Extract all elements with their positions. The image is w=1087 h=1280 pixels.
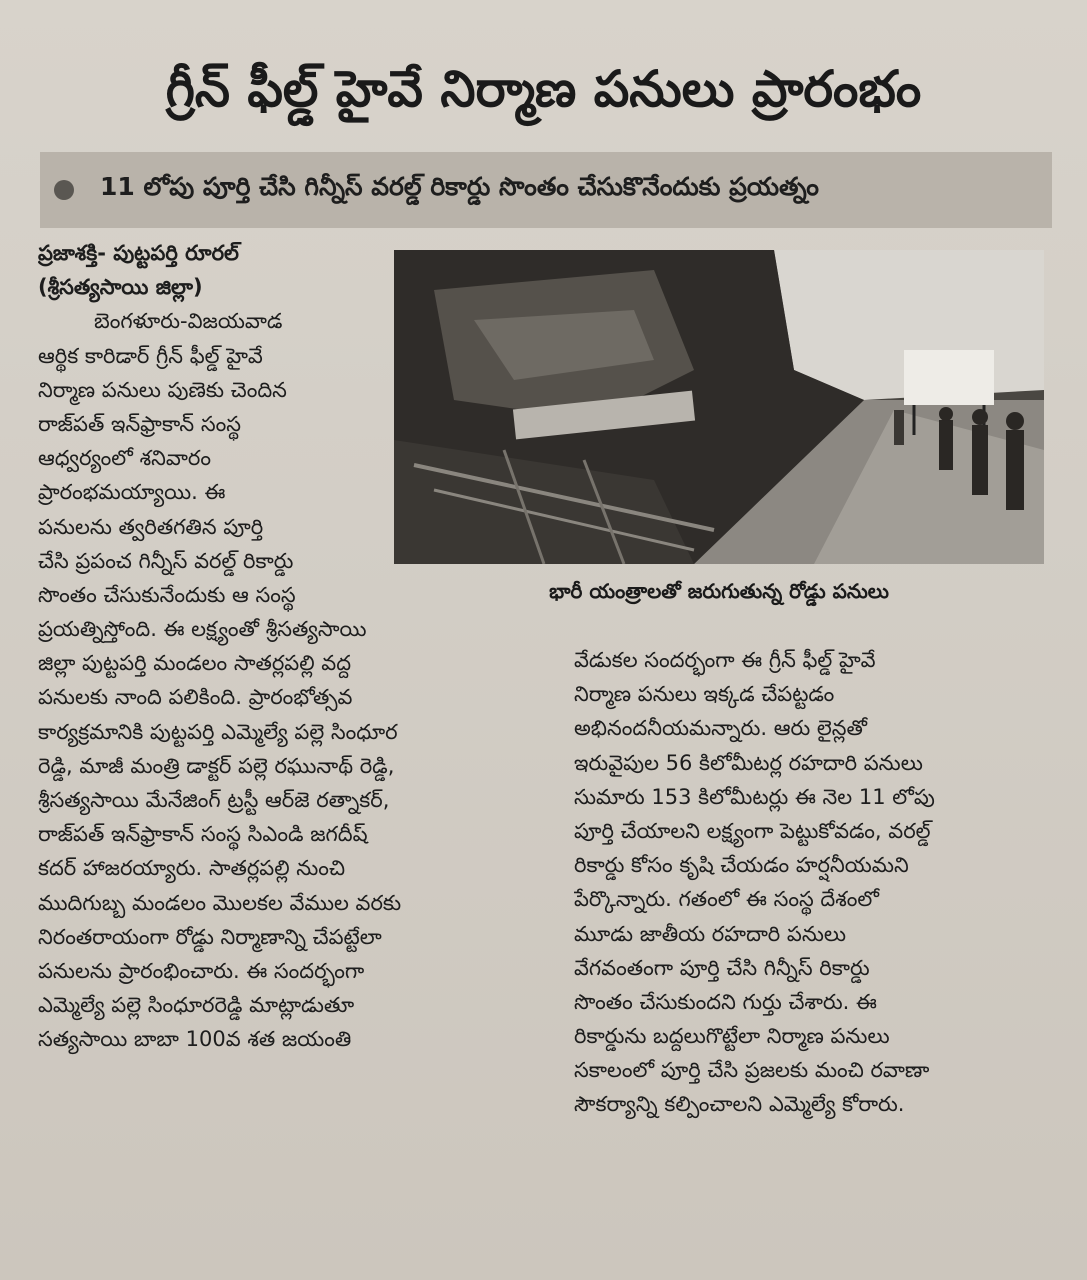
text-line: కార్యక్రమానికి పుట్టపర్తి ఎమ్మెల్యే పల్లె సింధూర — [38, 719, 398, 744]
photo-caption: భారీ యంత్రాలతో జరుగుతున్న రోడ్డు పనులు — [549, 578, 889, 603]
text-line: సౌకర్యాన్ని కల్పించాలని ఎమ్మెల్యే కోరారు. — [574, 1092, 905, 1117]
text-line: సొంతం చేసుకునేందుకు ఆ సంస్థ — [38, 582, 296, 607]
text-line: అభినందనీయమన్నారు. ఆరు లైన్లతో — [574, 716, 868, 741]
text-line: శ్రీసత్యసాయి మేనేజింగ్ ట్రస్టీ ఆర్‌జె రత్నాకర్, — [38, 788, 390, 812]
text-line: ఇరువైపుల 56 కిలోమీటర్ల రహదారి పనులు — [574, 750, 923, 775]
article-column-right — [574, 643, 1052, 1122]
text-line: కదర్ హాజరయ్యారు. సాతర్లపల్లి నుంచి — [38, 856, 346, 881]
text-line: సొంతం చేసుకుందని గుర్తు చేశారు. ఈ — [574, 989, 877, 1014]
text-line: జిల్లా పుట్టపర్తి మండలం సాతర్లపల్లి వద్ద — [38, 651, 352, 676]
text-line: ఆధ్వర్యంలో శనివారం — [38, 446, 211, 471]
text-line: రెడ్డి, మాజీ మంత్రి డాక్టర్ పల్లె రఘునాథ్ రెడ్డి, — [38, 753, 395, 778]
text-line: వేడుకల సందర్భంగా ఈ గ్రీన్ ఫీల్డ్ హైవే — [574, 648, 876, 672]
text-line: నిర్మాణ పనులు ఇక్కడ చేపట్టడం — [574, 682, 835, 707]
text-line: బెంగళూరు-విజయవాడ — [94, 309, 283, 334]
text-line: రికార్డును బద్దలుగొట్టేలా నిర్మాణ పనులు — [574, 1024, 890, 1049]
text-line: పనులకు నాంది పలికింది. ప్రారంభోత్సవ — [38, 685, 353, 710]
road-works-photo-image — [394, 250, 1044, 564]
text-line: పనులను త్వరితగతిన పూర్తి — [38, 514, 264, 539]
subheadline-band — [40, 152, 1052, 228]
text-line: ప్రయత్నిస్తోంది. ఈ లక్ష్యంతో శ్రీసత్యసాయి — [38, 617, 367, 642]
text-line: పూర్తి చేయాలని లక్ష్యంగా పెట్టుకోవడం, వరల్డ్ — [574, 818, 931, 843]
text-line: రికార్డు కోసం కృషి చేయడం హర్షనీయమని — [574, 853, 909, 878]
text-line: నిర్మాణ పనులు పుణెకు చెందిన — [38, 377, 287, 402]
text-line: సుమారు 153 కిలోమీటర్లు ఈ నెల 11 లోపు — [574, 784, 935, 809]
text-line: ఆర్థిక కారిడార్ గ్రీన్ ఫీల్డ్ హైవే — [38, 343, 263, 368]
dateline: ప్రజాశక్తి- పుట్టపర్తి రూరల్ — [38, 241, 239, 265]
text-line: రాజ్‌పత్ ఇన్‌ఫ్రాకాన్ సంస్థ — [38, 411, 241, 436]
text-line: సకాలంలో పూర్తి చేసి ప్రజలకు మంచి రవాణా — [574, 1058, 930, 1083]
text-line: వేగవంతంగా పూర్తి చేసి గిన్నీస్ రికార్డు — [574, 955, 870, 980]
text-line: ప్రారంభమయ్యాయి. ఈ — [38, 480, 226, 505]
text-line: మూడు జాతీయ రహదారి పనులు — [574, 921, 847, 946]
text-line: పనులను ప్రారంభించారు. ఈ సందర్భంగా — [38, 958, 365, 983]
dateline-district: (శ్రీసత్యసాయి జిల్లా) — [38, 275, 203, 300]
construction-photo — [394, 250, 1044, 564]
headline: గ్రీన్ ఫీల్డ్ హైవే నిర్మాణ పనులు ప్రారంభం — [165, 59, 922, 118]
text-line: రాజ్‌పత్ ఇన్‌ఫ్రాకాన్ సంస్థ సిఎండి జగదీష్ — [38, 822, 368, 847]
text-line: చేసి ప్రపంచ గిన్నీస్ వరల్డ్ రికార్డు — [38, 548, 294, 573]
text-line: నిరంతరాయంగా రోడ్డు నిర్మాణాన్ని చేపట్టేలా — [38, 924, 382, 949]
text-line: సత్యసాయి బాబా 100వ శత జయంతి — [38, 1027, 352, 1052]
text-line: ఎమ్మెల్యే పల్లె సింధూరరెడ్డి మాట్లాడుతూ — [38, 993, 355, 1018]
bullet-icon — [54, 180, 74, 200]
text-line: పేర్కొన్నారు. గతంలో ఈ సంస్థ దేశంలో — [574, 887, 880, 912]
text-line: ముదిగుబ్బ మండలం మొలకల వేముల వరకు — [38, 890, 402, 915]
subheadline: 11 లోపు పూర్తి చేసి గిన్నీస్ వరల్డ్ రికార్డు సొంతం చేసుకొనేందుకు ప్రయత్నం — [100, 172, 819, 201]
